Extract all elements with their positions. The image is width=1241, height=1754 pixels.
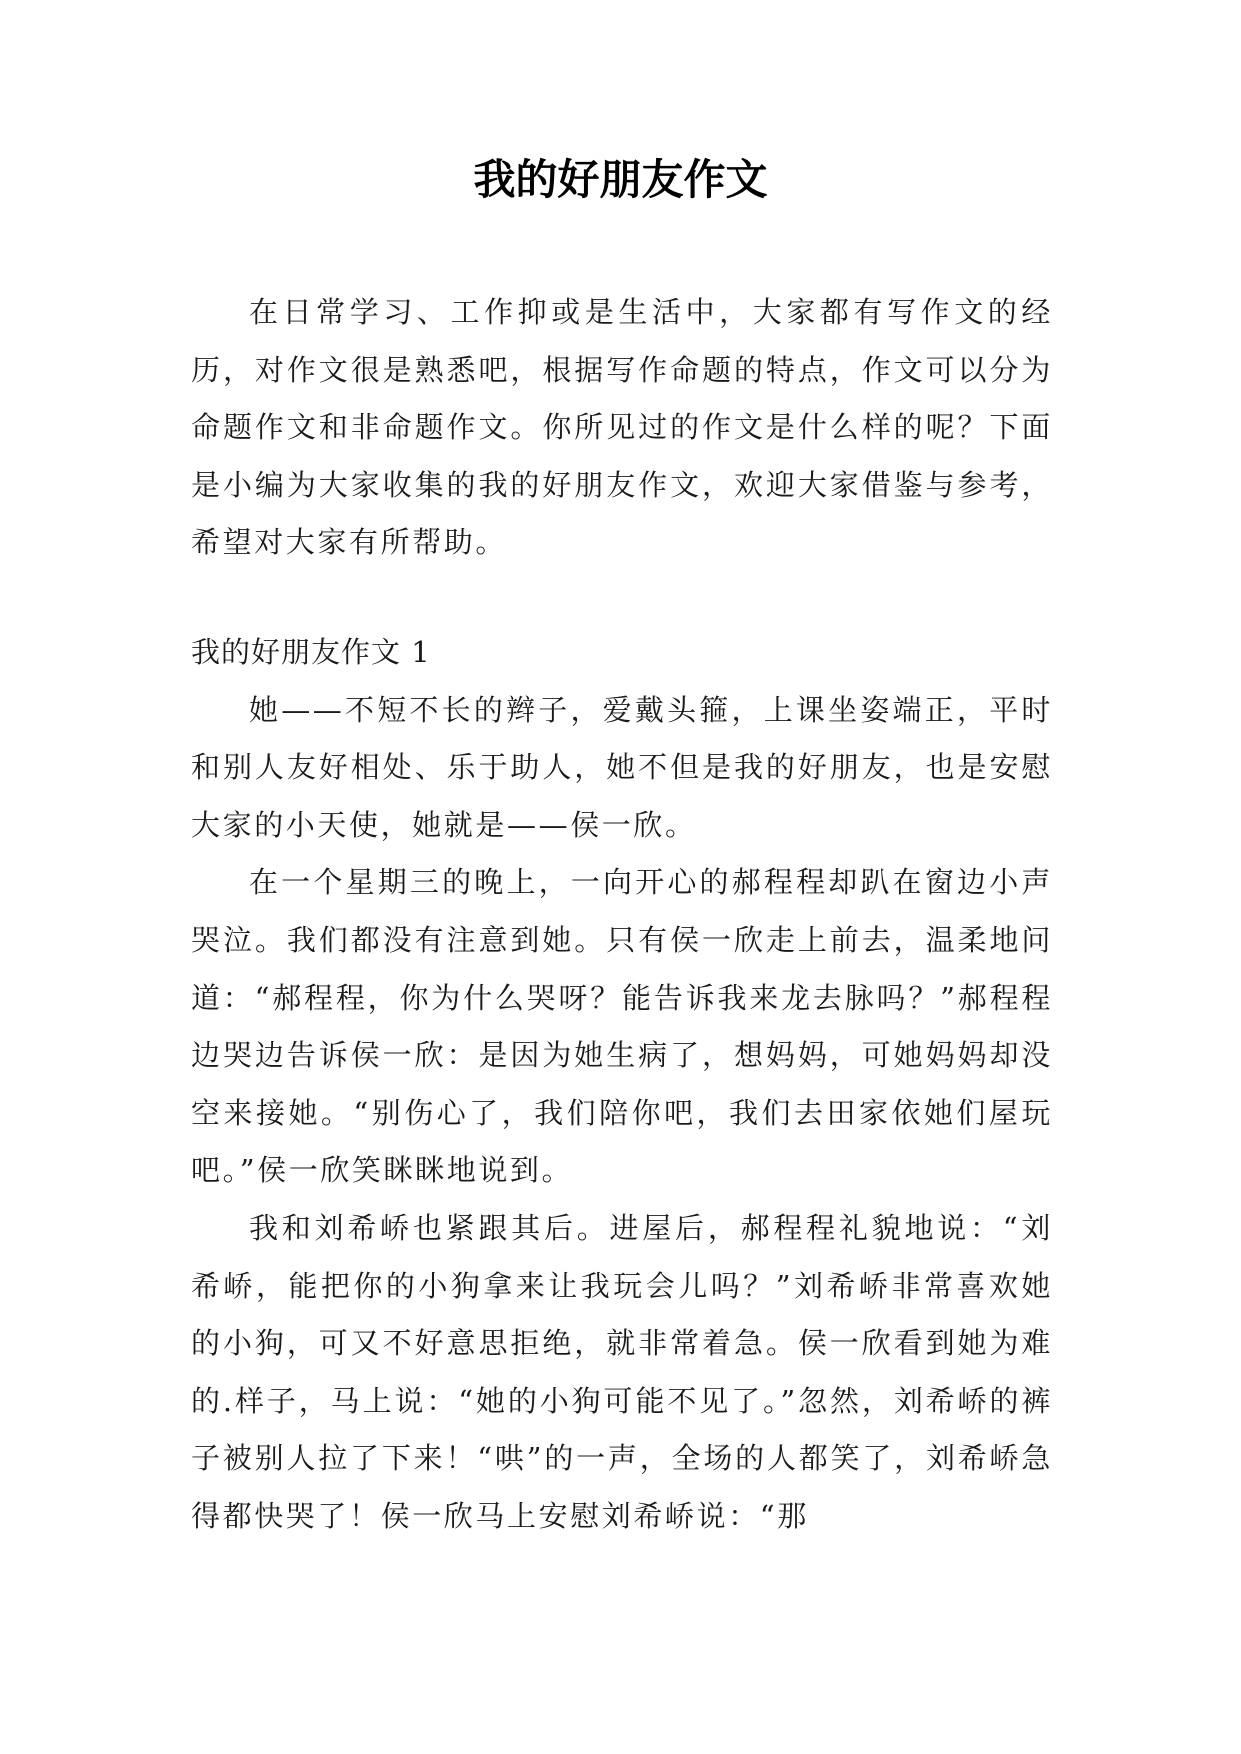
section-heading: 我的好朋友作文 1: [191, 634, 431, 669]
body-paragraph-3: 我和刘希峤也紧跟其后。进屋后，郝程程礼貌地说：“刘希峤，能把你的小狗拿来让我玩会儿吗？”刘希峤非常喜欢她的小狗，可又不好意思拒绝，就非常着急。侯一欣看到她为难的.样子，马上说：“她的小狗可能不见了。”忽然，刘希峤的裤子被别人拉了下来！“哄”的一声，全场的人都笑了，刘希峤急得都快哭了！侯一欣马上安慰刘希峤说：“那: [191, 1210, 1053, 1533]
body-paragraph-2: 在一个星期三的晚上，一向开心的郝程程却趴在窗边小声哭泣。我们都没有注意到她。只有侯一欣走上前去，温柔地问道：“郝程程，你为什么哭呀？能告诉我来龙去脉吗？”郝程程边哭边告诉侯一欣：是因为她生病了，想妈妈，可她妈妈却没空来接她。“别伤心了，我们陪你吧，我们去田家依她们屋玩吧。”侯一欣笑眯眯地说到。: [191, 865, 1053, 1188]
document-title: 我的好朋友作文: [473, 155, 768, 204]
intro-paragraph: 在日常学习、工作抑或是生活中，大家都有写作文的经历，对作文很是熟悉吧，根据写作命题的特点，作文可以分为命题作文和非命题作文。你所见过的作文是什么样的呢？下面是小编为大家收集的我的好朋友作文，欢迎大家借鉴与参考，希望对大家有所帮助。: [191, 295, 1053, 560]
body-paragraph-1: 她——不短不长的辫子，爱戴头箍，上课坐姿端正，平时和别人友好相处、乐于助人，她不但是我的好朋友，也是安慰大家的小天使，她就是——侯一欣。: [191, 692, 1053, 842]
document-body: [191, 284, 1053, 1545]
